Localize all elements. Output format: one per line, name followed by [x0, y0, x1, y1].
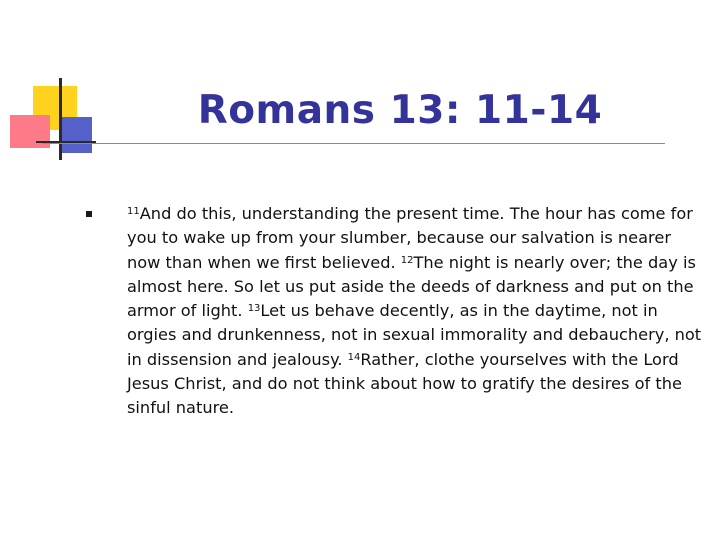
slide-title: Romans 13: 11-14: [197, 88, 603, 133]
scripture-passage: [127, 202, 702, 421]
bullet-square-icon: [86, 211, 92, 217]
vertical-line-shape: [59, 78, 62, 160]
verse-number: 14: [347, 351, 361, 363]
verse-number: 13: [247, 303, 261, 315]
title-divider: [42, 143, 665, 144]
verse-number: 11: [127, 206, 140, 217]
verse-text: And do this, understanding the present time. The hour has come for you to wake up from your slumber, because our salvation is nearer now than when we first believed.: [127, 204, 693, 272]
verse-number: 12: [400, 254, 414, 266]
decorative-squares-logo: [0, 0, 100, 170]
blue-square-shape: [60, 117, 92, 153]
verse-text: Rather, clothe yourselves with the Lord Jesus Christ, and do not think about how to gratify the desires of the sinful nature.: [127, 349, 682, 418]
verse-text: The night is nearly over; the day is almost here. So let us put aside the deeds of darkness and put on the armor of light.: [127, 252, 696, 321]
verse-text: Let us behave decently, as in the daytime, not in orgies and drunkenness, not in sexual immorality and debauchery, not in dissension and jealousy.: [127, 301, 702, 369]
